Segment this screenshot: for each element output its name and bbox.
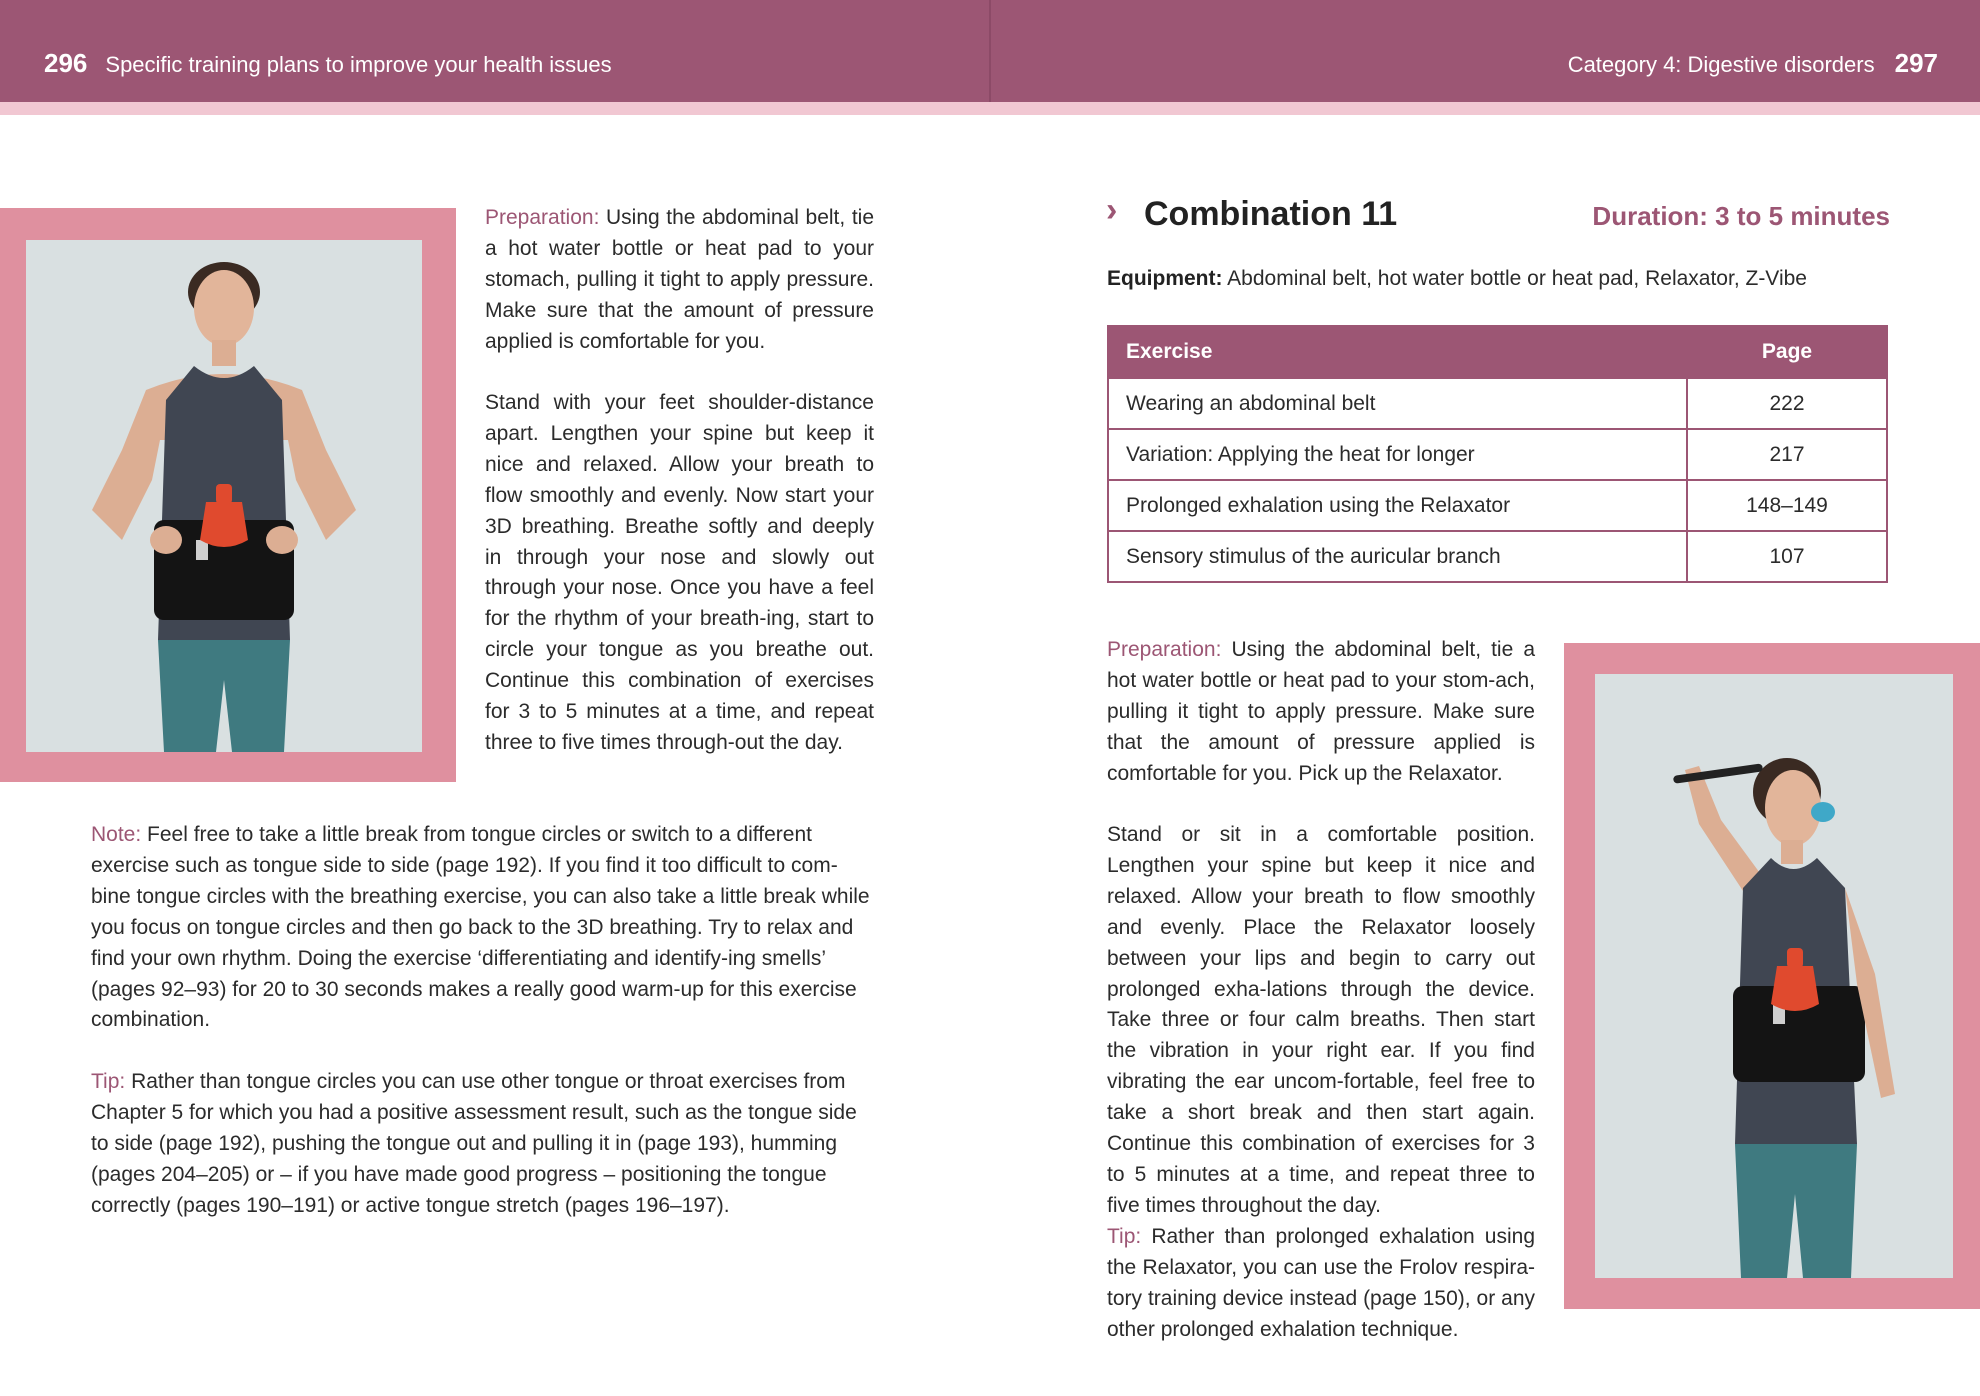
spine-divider xyxy=(989,0,991,102)
right-preparation-paragraph xyxy=(1107,635,1535,790)
left-preparation-text: Using the abdominal belt, tie a hot water bottle or heat pad to your stomach, pulling it tight to apply pressure. Make sure that the amount of pressure applied is comfortable for you. xyxy=(485,206,874,353)
table-header-row xyxy=(1108,326,1887,378)
woman-with-relaxator-illustration xyxy=(1595,674,1953,1278)
header-stripe xyxy=(0,102,1980,115)
table-row xyxy=(1108,531,1887,582)
table-cell-exercise: Prolonged exhalation using the Relaxator xyxy=(1108,480,1687,531)
left-page-number: 296 xyxy=(44,48,88,78)
right-preparation-label: Preparation: xyxy=(1107,638,1222,661)
table-cell-page: 217 xyxy=(1687,429,1887,480)
woman-with-hot-water-bottle-illustration xyxy=(26,240,422,752)
equipment-label: Equipment: xyxy=(1107,267,1223,290)
left-instructions-text: Stand with your feet shoulder-distance apart. Lengthen your spine but keep it nice and relaxed. Allow your breath to flow smoothly and evenly. Now start your 3D breathing. Breathe softly and deeply in through your nose and slowly out through your nose. Once you have a feel for the rhythm of your breath-ing, start to circle your tongue as you breathe out. Continue this combination of exercises for 3 to 5 minutes at a time, and repeat three to five times through-out the day. xyxy=(485,391,874,754)
page-header xyxy=(0,0,1980,102)
left-tip-label: Tip: xyxy=(91,1070,126,1093)
table-row xyxy=(1108,480,1887,531)
table-row xyxy=(1108,378,1887,429)
right-tip-paragraph xyxy=(1107,1222,1535,1346)
equipment-line xyxy=(1107,264,1907,295)
table-cell-exercise: Variation: Applying the heat for longer xyxy=(1108,429,1687,480)
left-photo xyxy=(26,240,422,752)
table-cell-exercise: Wearing an abdominal belt xyxy=(1108,378,1687,429)
equipment-text: Abdominal belt, hot water bottle or heat pad, Relaxator, Z-Vibe xyxy=(1222,267,1807,290)
right-page-title: Category 4: Digestive disorders xyxy=(1567,52,1875,77)
exercise-table xyxy=(1107,325,1888,583)
right-preparation-text: Using the abdominal belt, tie a hot water bottle or heat pad to your stom-ach, pulling it tight to apply pressure. Make sure that the amount of pressure applied is comfortable for you. Pick up the Relaxator. xyxy=(1107,638,1535,785)
right-running-head xyxy=(1568,48,1938,79)
right-instructions-paragraph xyxy=(1107,820,1535,1222)
table-header-exercise: Exercise xyxy=(1108,326,1687,378)
combination-title: Combination 11 xyxy=(1144,195,1398,233)
table-cell-page: 148–149 xyxy=(1687,480,1887,531)
left-note-text: Feel free to take a little break from tongue circles or switch to a different exercise such as tongue side to side (page 192). If you find it too difficult to com-bine tongue circles with the breathing exercise, you can also take a little break while you focus on tongue circles and then go back to the 3D breathing. Try to relax and find your own rhythm. Doing the exercise ‘differentiating and identify-ing smells’ (pages 92–93) for 20 to 30 seconds makes a really good warm-up for this exercise combination. xyxy=(91,823,870,1032)
table-cell-page: 107 xyxy=(1687,531,1887,582)
right-tip-text: Rather than prolonged exhalation using the Relaxator, you can use the Frolov respira-tory training device instead (page 150), or any other prolonged exhalation technique. xyxy=(1107,1225,1535,1341)
combination-heading xyxy=(1106,190,1890,240)
left-running-head xyxy=(44,48,612,79)
left-preparation-label: Preparation: xyxy=(485,206,600,229)
left-instructions-paragraph xyxy=(485,388,874,759)
left-note-paragraph xyxy=(91,820,874,1036)
left-tip-paragraph xyxy=(91,1067,874,1222)
duration-label: Duration: 3 to 5 minutes xyxy=(1592,201,1890,231)
table-row xyxy=(1108,429,1887,480)
left-note-label: Note: xyxy=(91,823,142,846)
right-instructions-text: Stand or sit in a comfortable position. Lengthen your spine but keep it nice and relaxed. Allow your breath to flow smoothly and evenly. Place the Relaxator loosely between your lips and begin to carry out prolonged exha-lations through the device. Take three or four calm breaths. Then start the vibration in your right ear. If you find vibrating the ear uncom-fortable, feel free to take a short break and then start again. Continue this combination of exercises for 3 to 5 minutes at a time, and repeat three to five times throughout the day. xyxy=(1107,823,1535,1217)
table-cell-exercise: Sensory stimulus of the auricular branch xyxy=(1108,531,1687,582)
right-tip-label: Tip: xyxy=(1107,1225,1142,1248)
right-page-number: 297 xyxy=(1894,48,1938,78)
table-header-page: Page xyxy=(1687,326,1887,378)
left-preparation-paragraph xyxy=(485,203,874,358)
chevron-right-icon: › xyxy=(1106,191,1118,229)
left-page-title: Specific training plans to improve your health issues xyxy=(105,52,612,77)
right-photo xyxy=(1595,674,1953,1278)
table-cell-page: 222 xyxy=(1687,378,1887,429)
left-tip-text: Rather than tongue circles you can use other tongue or throat exercises from Chapter 5 for which you had a positive assessment result, such as the tongue side to side (page 192), pushing the tongue out and pulling it in (page 193), humming (pages 204–205) or – if you have made good progress – positioning the tongue correctly (pages 190–191) or active tongue stretch (pages 196–197). xyxy=(91,1070,857,1217)
